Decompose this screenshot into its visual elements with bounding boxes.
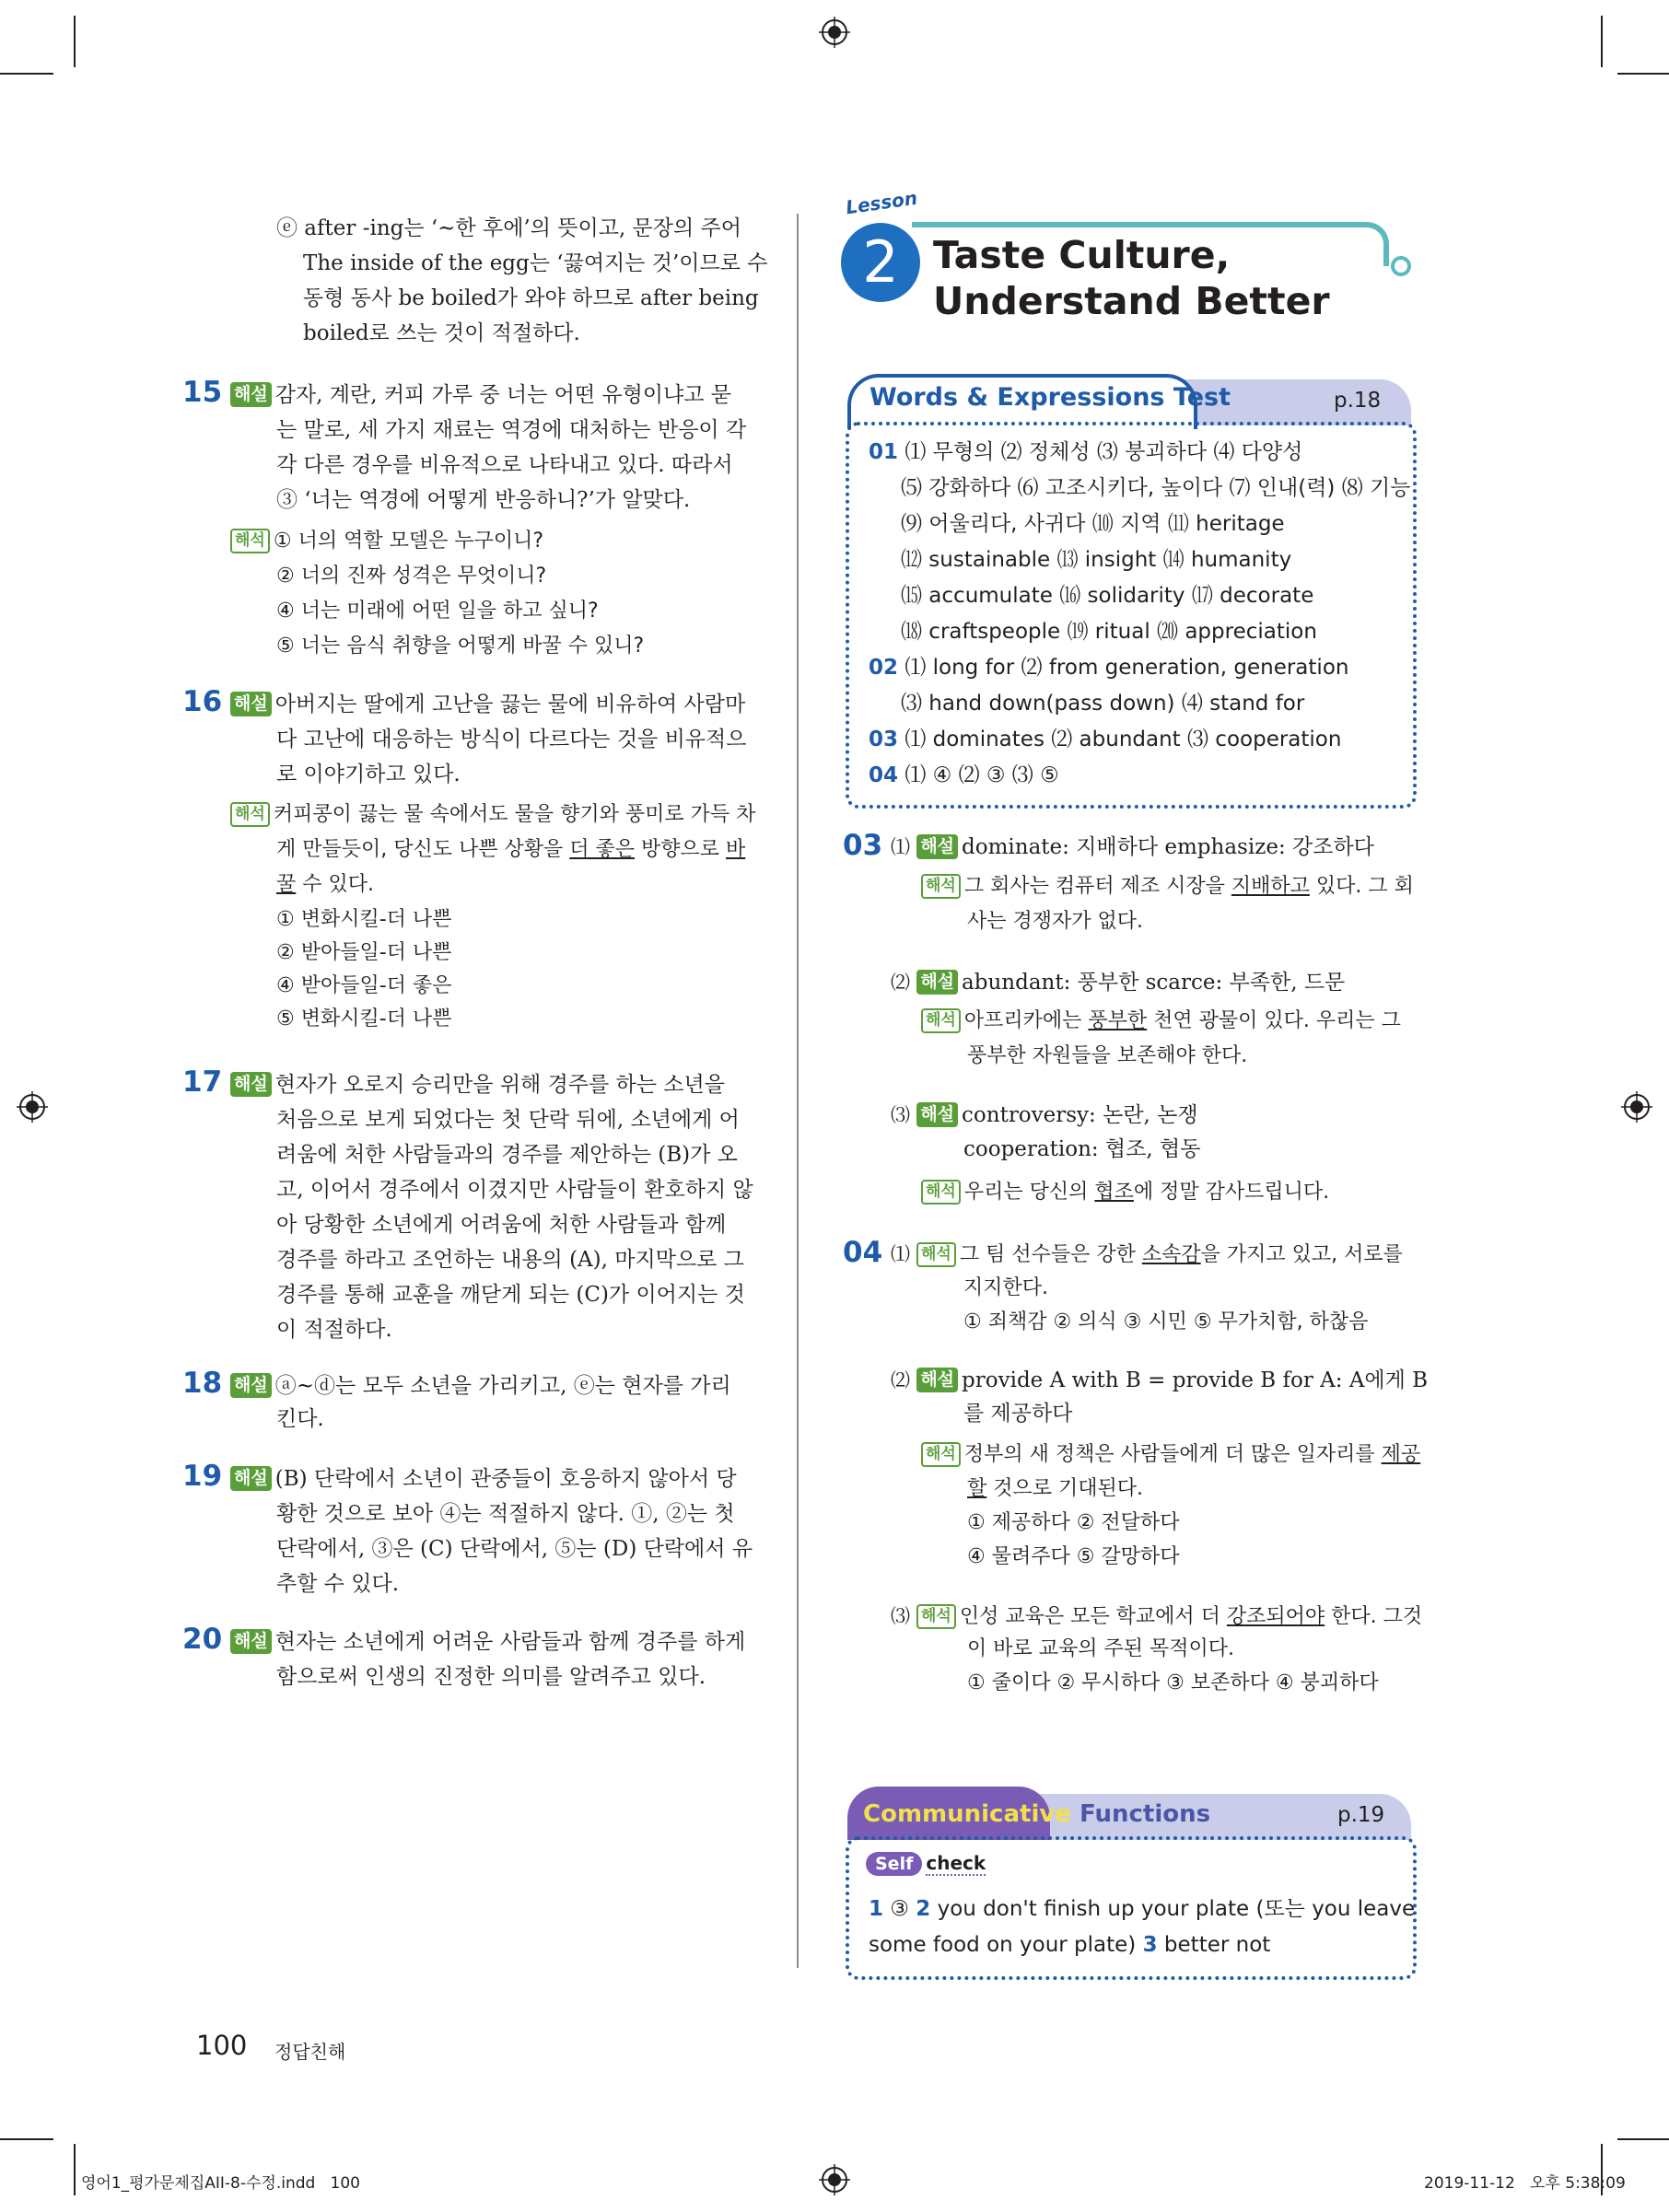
answer-number: 03	[869, 728, 899, 751]
question-number: 16	[182, 685, 223, 718]
lesson-title	[933, 232, 1330, 324]
translation-text: 것으로 기대된다.	[986, 1477, 1144, 1500]
self-check-badge	[866, 1852, 986, 1876]
question-number: 19	[182, 1460, 223, 1493]
answer-line	[230, 1624, 745, 1659]
answer-row: ⒅ craftspeople ⒆ ritual ⒇ appreciation	[901, 620, 1317, 644]
question-number: 18	[182, 1367, 223, 1400]
page-label: 정답친해	[274, 2041, 346, 2063]
underlined-text: 지배하고	[1231, 875, 1310, 898]
crop-mark	[1617, 2138, 1669, 2140]
page-number: 100	[196, 2030, 248, 2061]
answer-row: ⒂ accumulate ⒃ solidarity ⒄ decorate	[901, 584, 1314, 608]
explanation-tag: 해설	[916, 834, 958, 859]
intro-line: 동형 동사 be boiled가 와야 하므로 after being	[303, 286, 759, 310]
intro-line: boiled로 쓰는 것이 적절하다.	[303, 321, 580, 345]
translation-tag: 해석	[230, 529, 270, 553]
translation-line	[921, 1175, 1329, 1210]
lesson-label: Lesson	[844, 186, 919, 219]
translation-text: 우리는 당신의	[963, 1181, 1095, 1204]
answer-line	[230, 378, 731, 413]
answer-number: 2	[916, 1897, 931, 1921]
explanation-tag: 해설	[916, 1102, 958, 1127]
answer-line: 이 적절하다.	[276, 1318, 392, 1342]
translation-line	[891, 1237, 1403, 1273]
crop-mark	[74, 16, 76, 67]
self-label: Self	[866, 1852, 922, 1876]
underlined-text: 할	[967, 1477, 987, 1500]
answer-line: 경주를 통해 교훈을 깨닫게 되는 (C)가 이어지는 것	[276, 1283, 745, 1307]
box-title-part: Functions	[1070, 1800, 1211, 1828]
crop-mark	[0, 73, 53, 75]
registration-mark-icon	[819, 17, 850, 48]
answer-text: 아버지는 딸에게 고난을 끓는 물에 비유하여 사람마	[274, 693, 746, 716]
explanation-tag: 해설	[230, 1629, 272, 1654]
explanation-tag: 해설	[230, 1072, 272, 1097]
print-date: 2019-11-12 오후 5:38:09	[1424, 2174, 1626, 2193]
explanation-tag: 해설	[230, 692, 272, 716]
answer-line: 려움에 처한 사람들과의 경주를 제안하는 (B)가 오	[276, 1143, 738, 1167]
translation-text: 정부의 새 정책은 사람들에게 더 많은 일자리를	[963, 1443, 1382, 1466]
option-line: ① 죄책감 ② 의식 ③ 시민 ⑤ 무가치함, 하찮음	[963, 1310, 1369, 1333]
explanation-tag: 해설	[230, 1466, 272, 1491]
intro-line: ⓔ after -ing는 ‘~한 후에’의 뜻이고, 문장의 주어	[276, 216, 741, 240]
answer-line: 처음으로 보게 되었다는 첫 단락 뒤에, 소년에게 어	[276, 1108, 740, 1132]
answer-text: better not	[1157, 1933, 1271, 1957]
translation-text: 커피콩이 끓는 물 속에서도 물을 향기와 풍미로 가득 차	[273, 803, 756, 826]
answer-text: ⑴ dominates ⑵ abundant ⑶ cooperation	[905, 728, 1342, 751]
answer-line: ③ ‘너는 역경에 어떻게 반응하니?’가 알맞다.	[276, 488, 691, 512]
translation-tag: 해석	[921, 1008, 961, 1033]
answer-line: 경주를 하라고 조언하는 내용의 (A), 마지막으로 그	[276, 1248, 744, 1272]
underlined-text: 더 좋은	[569, 838, 635, 861]
crop-mark	[74, 2144, 76, 2195]
option-line: ① 변화시킬-더 나쁜	[276, 908, 452, 931]
answer-text: 현자가 오로지 승리만을 위해 경주를 하는 소년을	[274, 1073, 725, 1097]
check-label: check	[926, 1852, 986, 1874]
translation-text: 있다. 그 회	[1309, 875, 1414, 898]
underlined-text: 소속감	[1141, 1243, 1201, 1266]
answer-row	[869, 435, 1302, 471]
page-ref: p.19	[1337, 1803, 1385, 1827]
underlined-text: 강조되어야	[1226, 1605, 1325, 1628]
translation-line: ④ 너는 미래에 어떤 일을 하고 싶니?	[276, 600, 599, 623]
sub-marker: ⑶	[891, 1605, 910, 1627]
answer-text: dominate: 지배하다 emphasize: 강조하다	[962, 835, 1374, 859]
answer-text: controversy: 논란, 논쟁	[962, 1103, 1198, 1127]
question-number: 17	[182, 1065, 223, 1099]
translation-tag: 해석	[230, 802, 270, 827]
answer-line: 다 고난에 대응하는 방식이 다르다는 것을 비유적으	[276, 728, 747, 751]
crop-mark	[0, 2138, 53, 2140]
answer-line: 고, 이어서 경주에서 이겼지만 사람들이 환호하지 않	[276, 1178, 753, 1202]
underlined-text: 꿀	[276, 873, 297, 896]
answer-text: (B) 단락에서 소년이 관중들이 호응하지 않아서 당	[274, 1467, 737, 1491]
translation-text: 에 정말 감사드립니다.	[1133, 1181, 1330, 1204]
answer-number: 04	[869, 763, 899, 787]
sub-marker: ⑵	[891, 1369, 910, 1391]
answer-text: ⑴ long for ⑵ from generation, generation	[905, 656, 1349, 680]
answer-row	[869, 1892, 1415, 1927]
translation-text: 수 있다.	[296, 873, 375, 896]
question-number: 20	[182, 1623, 223, 1656]
translation-line: 사는 경쟁자가 없다.	[967, 910, 1143, 933]
translation-line	[230, 797, 755, 832]
translation-line	[967, 1472, 1143, 1507]
answer-text: 감자, 계란, 커피 가루 중 너는 어떤 유형이냐고 묻	[274, 383, 731, 407]
translation-tag: 해석	[921, 874, 961, 899]
answer-line	[230, 687, 745, 722]
option-line: ⑤ 변화시킬-더 나쁜	[276, 1007, 452, 1030]
option-line: ④ 물려주다 ⑤ 갈망하다	[967, 1545, 1180, 1568]
answer-line: 각 다른 경우를 비유적으로 나타내고 있다. 따라서	[276, 453, 733, 477]
answer-number: 02	[869, 656, 899, 680]
translation-line	[276, 867, 374, 902]
question-number: 15	[182, 376, 223, 409]
box-title: Words & Expressions Test	[870, 383, 1231, 412]
answer-number: 01	[869, 440, 899, 464]
translation-text: 게 만들듯이, 당신도 나쁜 상황을	[276, 838, 570, 861]
answer-text: provide A with B = provide B for A: A에게 B	[962, 1368, 1429, 1392]
translation-line: 지지한다.	[963, 1276, 1049, 1299]
translation-text: ① 너의 역할 모델은 누구이니?	[273, 530, 544, 553]
registration-mark-icon	[819, 2164, 850, 2195]
answer-line	[891, 830, 1374, 865]
lesson-decor-dot	[1391, 256, 1411, 276]
answer-row: ⑸ 강화하다 ⑹ 고조시키다, 높이다 ⑺ 인내(력) ⑻ 기능	[901, 476, 1411, 500]
box-title-part: Communicative	[863, 1800, 1071, 1828]
answer-text: 현자는 소년에게 어려운 사람들과 함께 경주를 하게	[274, 1630, 746, 1654]
translation-line: 이 바로 교육의 주된 목적이다.	[967, 1637, 1234, 1660]
answer-line: 함으로써 인생의 진정한 의미를 알려주고 있다.	[276, 1665, 706, 1689]
answer-line	[230, 1067, 725, 1102]
answer-row: ⑶ hand down(pass down) ⑷ stand for	[901, 692, 1305, 716]
answer-line: 황한 것으로 보아 ④는 적절하지 않다. ①, ②는 첫	[276, 1502, 735, 1526]
translation-line	[921, 1004, 1401, 1039]
lesson-title-line: Taste Culture,	[933, 233, 1231, 277]
translation-text: 방향으로	[635, 838, 726, 861]
answer-text: ⑴ 무형의 ⑵ 정체성 ⑶ 붕괴하다 ⑷ 다양성	[905, 440, 1303, 464]
translation-line: 풍부한 자원들을 보존해야 한다.	[967, 1044, 1248, 1067]
translation-line: ⑤ 너는 음식 취향을 어떻게 바꿀 수 있니?	[276, 634, 645, 658]
sub-marker: ⑴	[891, 1243, 910, 1265]
translation-tag: 해석	[916, 1604, 956, 1629]
translation-tag: 해석	[921, 1442, 961, 1467]
answer-row: ⑼ 어울리다, 사귀다 ⑽ 지역 ⑾ heritage	[901, 512, 1285, 536]
answer-row	[869, 650, 1348, 686]
answer-line: 를 제공하다	[963, 1402, 1073, 1426]
translation-tag: 해석	[916, 1242, 956, 1267]
crop-mark	[1601, 16, 1603, 67]
answer-line: 단락에서, ③은 (C) 단락에서, ⑤는 (D) 단락에서 유	[276, 1537, 753, 1561]
answer-line	[891, 1098, 1198, 1133]
answer-line: 추할 수 있다.	[276, 1572, 400, 1596]
answer-line	[230, 1368, 731, 1403]
translation-tag: 해석	[921, 1180, 961, 1205]
column-divider	[797, 214, 799, 1968]
answer-line	[891, 965, 1345, 1000]
translation-line	[891, 1599, 1422, 1635]
explanation-tag: 해설	[916, 970, 958, 995]
registration-mark-icon	[17, 1091, 48, 1123]
page-ref: p.18	[1334, 389, 1382, 413]
answer-row	[869, 758, 1059, 794]
translation-text: 그 회사는 컴퓨터 제조 시장을	[963, 875, 1231, 898]
translation-text: 한다. 그것	[1325, 1605, 1423, 1628]
sub-marker: ⑶	[891, 1104, 910, 1126]
answer-number: 1	[869, 1897, 884, 1921]
translation-text: 그 팀 선수들은 강한	[959, 1243, 1142, 1266]
answer-text: ⑴ ④ ⑵ ③ ⑶ ⑤	[905, 763, 1059, 787]
question-number: 03	[843, 829, 883, 862]
answer-line: 킨다.	[276, 1407, 324, 1431]
option-line: ④ 받아들일-더 좋은	[276, 974, 452, 997]
sub-marker: ⑴	[891, 836, 910, 858]
translation-line	[921, 869, 1414, 904]
answer-line: 는 말로, 세 가지 재료는 역경에 대처하는 반응이 각	[276, 418, 747, 442]
answer-line	[230, 1461, 737, 1496]
registration-mark-icon	[1621, 1091, 1652, 1123]
answer-row	[869, 722, 1341, 758]
answer-text: some food on your plate)	[869, 1933, 1143, 1957]
translation-text: 천연 광물이 있다. 우리는 그	[1147, 1009, 1401, 1032]
answer-text: abundant: 풍부한 scarce: 부족한, 드문	[962, 971, 1346, 995]
file-info: 영어1_평가문제집AII-8-수정.indd 100	[81, 2174, 360, 2193]
underlined-text: 협조	[1094, 1181, 1134, 1204]
translation-line	[921, 1438, 1420, 1473]
answer-line: 로 이야기하고 있다.	[276, 763, 461, 786]
underlined-text: 바	[726, 838, 746, 861]
explanation-tag: 해설	[230, 382, 272, 407]
underlined-text: 제공	[1381, 1443, 1421, 1466]
answer-line	[891, 1363, 1428, 1398]
answer-row: ⑿ sustainable ⒀ insight ⒁ humanity	[901, 548, 1292, 572]
question-number: 04	[843, 1236, 883, 1269]
translation-line	[230, 524, 543, 559]
translation-line: ② 너의 진짜 성격은 무엇이니?	[276, 565, 547, 588]
answer-text: you don't finish up your plate (또는 you leave	[930, 1897, 1416, 1921]
option-line: ② 받아들일-더 나쁜	[276, 941, 452, 964]
translation-line	[276, 832, 745, 867]
intro-line: The inside of the egg는 ‘끓여지는 것’이므로 수	[303, 251, 768, 275]
answer-text: ③	[883, 1897, 916, 1921]
underlined-text: 풍부한	[1088, 1009, 1148, 1032]
option-line: ① 줄이다 ② 무시하다 ③ 보존하다 ④ 붕괴하다	[967, 1671, 1379, 1694]
answer-text: ⓐ~ⓓ는 모두 소년을 가리키고, ⓔ는 현자를 가리	[274, 1374, 731, 1398]
crop-mark	[1617, 73, 1669, 75]
explanation-tag: 해설	[230, 1373, 272, 1398]
answer-line: 아 당황한 소년에게 어려움에 처한 사람들과 함께	[276, 1213, 727, 1237]
answer-row	[869, 1927, 1270, 1963]
translation-text: 을 가지고 있고, 서로를	[1200, 1243, 1403, 1266]
translation-text: 아프리카에는	[963, 1009, 1089, 1032]
lesson-title-line: Understand Better	[933, 279, 1330, 323]
explanation-tag: 해설	[916, 1368, 958, 1392]
answer-number: 3	[1142, 1933, 1158, 1957]
lesson-number: 2	[841, 223, 920, 302]
answer-line: cooperation: 협조, 협동	[963, 1137, 1201, 1161]
translation-text: 인성 교육은 모든 학교에서 더	[959, 1605, 1227, 1628]
box-title	[863, 1800, 1210, 1828]
sub-marker: ⑵	[891, 972, 910, 994]
option-line: ① 제공하다 ② 전달하다	[967, 1511, 1180, 1534]
